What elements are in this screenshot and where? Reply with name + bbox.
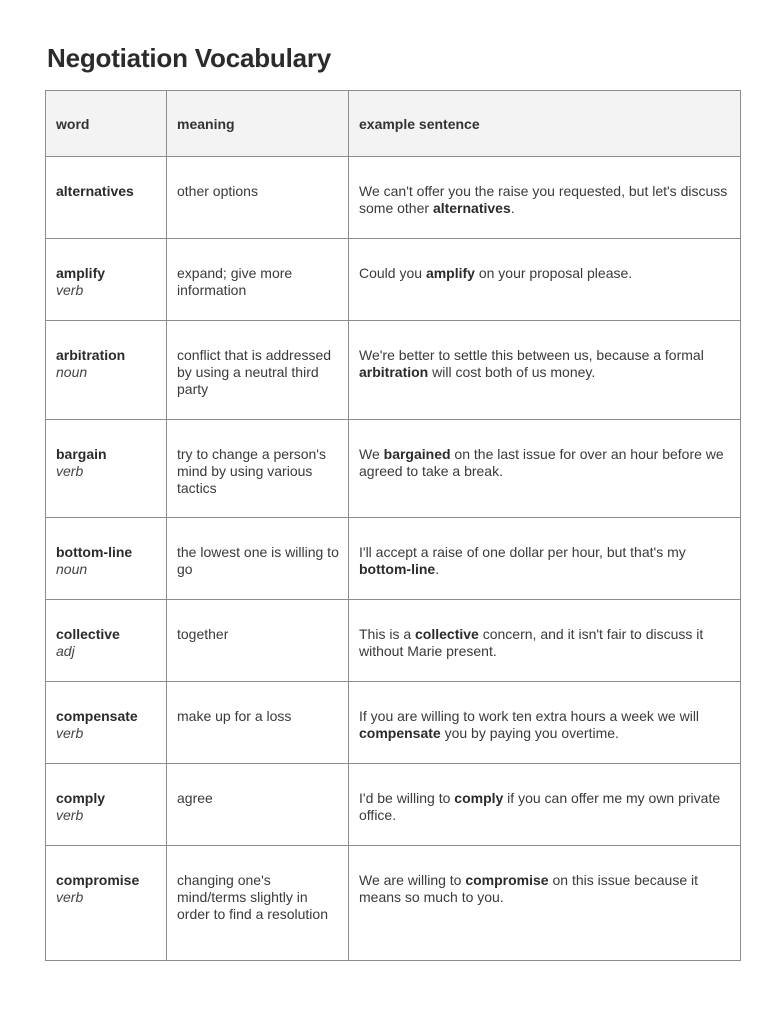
example-keyword: compromise: [465, 872, 549, 888]
example-keyword: alternatives: [432, 200, 511, 216]
example-text: [359, 626, 703, 659]
meaning-cell: [167, 157, 349, 239]
example-text: [359, 544, 686, 577]
meaning: try to change a person's mind by using various tactics: [177, 446, 326, 496]
example-text-part: If you are willing to work ten extra hours a week we will: [359, 708, 700, 724]
example-keyword: compensate: [359, 725, 441, 741]
example-text-part: if you can offer me my own private office.: [359, 790, 721, 823]
word: arbitration: [56, 347, 126, 363]
example-text: [359, 446, 724, 479]
word-cell: [46, 682, 167, 764]
example-text-part: .: [510, 200, 515, 216]
example-text-part: Could you: [359, 265, 426, 281]
table-row: [46, 157, 741, 239]
vocabulary-table: [45, 90, 741, 961]
part-of-speech: verb: [56, 889, 84, 905]
example-cell: [349, 764, 741, 846]
example-text-part: I'd be willing to: [359, 790, 455, 806]
meaning: conflict that is addressed by using a neutral third party: [177, 347, 332, 397]
word-cell: [46, 518, 167, 600]
example-text-part: This is a: [359, 626, 416, 642]
example-text: [359, 708, 699, 741]
meaning-cell: [167, 764, 349, 846]
part-of-speech: verb: [56, 807, 84, 823]
word: compensate: [56, 708, 138, 724]
table-row: [46, 239, 741, 321]
meaning-cell: [167, 682, 349, 764]
table-row: [46, 518, 741, 600]
table-row: [46, 321, 741, 420]
part-of-speech: noun: [56, 561, 88, 577]
example-text-part: We're better to settle this between us, because a formal: [359, 347, 704, 363]
word-cell: [46, 239, 167, 321]
part-of-speech: verb: [56, 725, 84, 741]
word: bargain: [56, 446, 107, 462]
example-text-part: We are willing to: [359, 872, 466, 888]
example-text-part: on the last issue for over an hour before we agreed to take a break.: [359, 446, 724, 479]
example-cell: [349, 420, 741, 518]
example-text-part: We can't offer you the raise you requested, but let's discuss some other: [359, 183, 728, 216]
meaning: agree: [177, 790, 213, 806]
example-keyword: bottom-line: [359, 561, 436, 577]
example-text-part: I'll accept a raise of one dollar per hour, but that's my: [359, 544, 686, 560]
header-word: word: [46, 91, 167, 157]
meaning: make up for a loss: [177, 708, 292, 724]
word: amplify: [56, 265, 106, 281]
example-cell: [349, 239, 741, 321]
table-row: [46, 764, 741, 846]
table-header-row: [46, 91, 741, 157]
table-row: [46, 420, 741, 518]
part-of-speech: adj: [56, 643, 75, 659]
word-cell: [46, 846, 167, 961]
meaning: changing one's mind/terms slightly in order to find a resolution: [177, 872, 328, 922]
example-keyword: collective: [415, 626, 479, 642]
word-cell: [46, 764, 167, 846]
header-meaning: meaning: [167, 91, 349, 157]
example-keyword: comply: [454, 790, 504, 806]
example-text-part: on this issue because it means so much to you.: [359, 872, 699, 905]
example-cell: [349, 600, 741, 682]
example-keyword: arbitration: [359, 364, 429, 380]
example-keyword: amplify: [425, 265, 475, 281]
word-cell: [46, 157, 167, 239]
example-cell: [349, 846, 741, 961]
word-cell: [46, 600, 167, 682]
page-title: Negotiation Vocabulary: [47, 43, 332, 73]
table-row: [46, 682, 741, 764]
part-of-speech: verb: [56, 463, 84, 479]
example-text: [359, 265, 632, 281]
meaning: together: [177, 626, 229, 642]
example-text-part: .: [435, 561, 440, 577]
word-cell: [46, 321, 167, 420]
meaning-cell: [167, 321, 349, 420]
example-cell: [349, 682, 741, 764]
example-text-part: will cost both of us money.: [428, 364, 596, 380]
meaning-cell: [167, 846, 349, 961]
meaning: the lowest one is willing to go: [177, 544, 339, 577]
example-text-part: on your proposal please.: [474, 265, 633, 281]
word: comply: [56, 790, 106, 806]
meaning-cell: [167, 600, 349, 682]
meaning-cell: [167, 420, 349, 518]
example-text: [359, 183, 727, 216]
example-cell: [349, 518, 741, 600]
example-keyword: bargained: [383, 446, 451, 462]
example-text: [359, 872, 698, 905]
example-text: [359, 790, 720, 823]
meaning-cell: [167, 518, 349, 600]
header-example-sentence: example sentence: [349, 91, 741, 157]
part-of-speech: verb: [56, 282, 84, 298]
example-cell: [349, 157, 741, 239]
part-of-speech: noun: [56, 364, 88, 380]
example-text: [359, 347, 704, 380]
meaning: expand; give more information: [177, 265, 293, 298]
example-text-part: you by paying you overtime.: [440, 725, 619, 741]
word-cell: [46, 420, 167, 518]
word: collective: [56, 626, 120, 642]
example-text-part: We: [359, 446, 384, 462]
word: alternatives: [56, 183, 134, 199]
word: bottom-line: [56, 544, 133, 560]
table-row: [46, 846, 741, 961]
meaning-cell: [167, 239, 349, 321]
table-row: [46, 600, 741, 682]
example-text-part: concern, and it isn't fair to discuss it without Marie present.: [359, 626, 704, 659]
example-cell: [349, 321, 741, 420]
word: compromise: [56, 872, 140, 888]
meaning: other options: [177, 183, 258, 199]
